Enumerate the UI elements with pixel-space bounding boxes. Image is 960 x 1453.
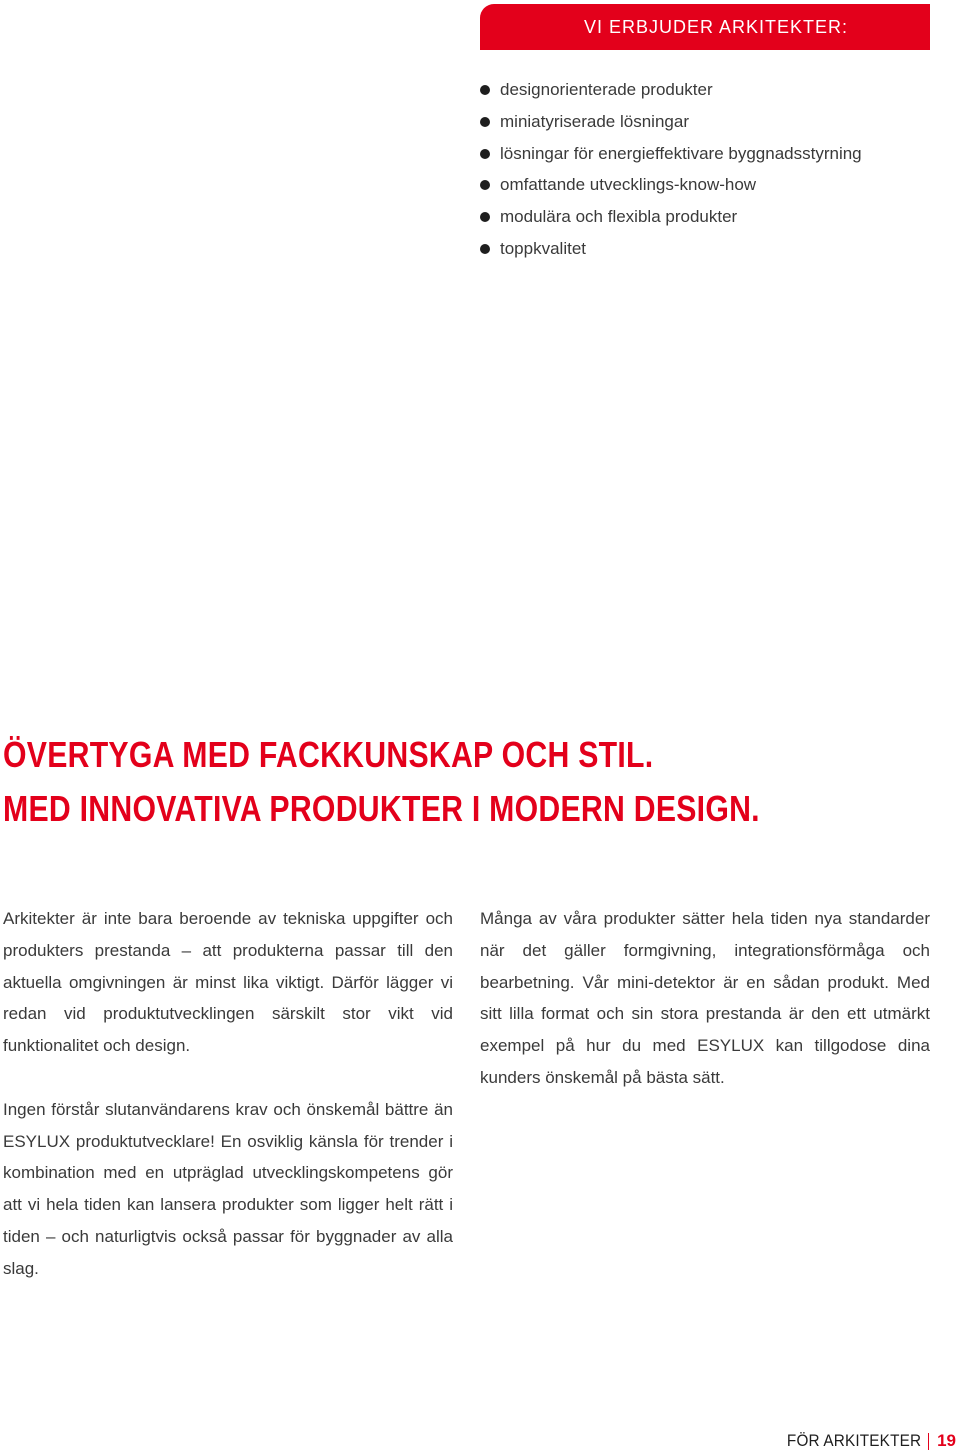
list-item-label: designorienterade produkter (500, 80, 713, 99)
bullet-icon (480, 212, 490, 222)
list-item-label: miniatyriserade lösningar (500, 111, 689, 131)
page-footer (772, 1430, 956, 1452)
footer-section-label: FÖR ARKITEKTER (787, 1431, 922, 1450)
page-headline (3, 728, 760, 836)
list-item-label: toppkvalitet (500, 238, 586, 258)
offer-banner (480, 4, 930, 50)
list-item (480, 169, 862, 201)
list-item-label: modulära och flexibla produkter (500, 207, 738, 227)
list-item (480, 74, 862, 106)
list-item-label: lösningar för energieffektivare byggnadsstyrning (500, 143, 862, 163)
bullet-icon (480, 149, 490, 159)
headline-line-1: ÖVERTYGA MED FACKKUNSKAP OCH STIL. (3, 734, 654, 775)
list-item (480, 138, 862, 170)
list-item (480, 233, 862, 265)
offer-list (480, 74, 862, 265)
bullet-icon (480, 85, 490, 95)
body-column-right (480, 903, 930, 1126)
body-paragraph: Många av våra produkter sätter hela tiden nya standarder när det gäller formgivning, integrationsförmåga och bearbetning. Vår mini-detektor är en sådan produkt. Med sitt lilla format och sin stora prestanda är den ett utmärkt exempel på hur du med ESYLUX kan tillgodose dina kunders önskemål på bästa sätt. (480, 909, 930, 1087)
list-item (480, 106, 862, 138)
list-item (480, 201, 862, 233)
body-paragraph: Arkitekter är inte bara beroende av tekniska uppgifter och produkters prestanda – att produkterna passar till den aktuella omgivningen är minst lika viktigt. Därför lägger vi redan vid produktutvecklingen särskilt stor vikt vid funktionalitet och design. (3, 909, 453, 1056)
body-column-left (3, 903, 453, 1316)
bullet-icon (480, 117, 490, 127)
offer-banner-title: VI ERBJUDER ARKITEKTER: (584, 16, 849, 37)
bullet-icon (480, 244, 490, 254)
footer-divider (928, 1433, 930, 1450)
headline-line-2: MED INNOVATIVA PRODUKTER I MODERN DESIGN. (3, 788, 760, 829)
bullet-icon (480, 180, 490, 190)
body-paragraph: Ingen förstår slutanvändarens krav och önskemål bättre än ESYLUX produktutvecklare! En osviklig känsla för trender i kombination med en utpräglad utvecklingskompetens gör att vi hela tiden kan lansera produkter som ligger helt rätt i tiden – och naturligtvis också passar för byggnader av alla slag. (3, 1099, 453, 1278)
page-number: 19 (937, 1431, 956, 1450)
list-item-label: omfattande utvecklings-know-how (500, 175, 757, 195)
